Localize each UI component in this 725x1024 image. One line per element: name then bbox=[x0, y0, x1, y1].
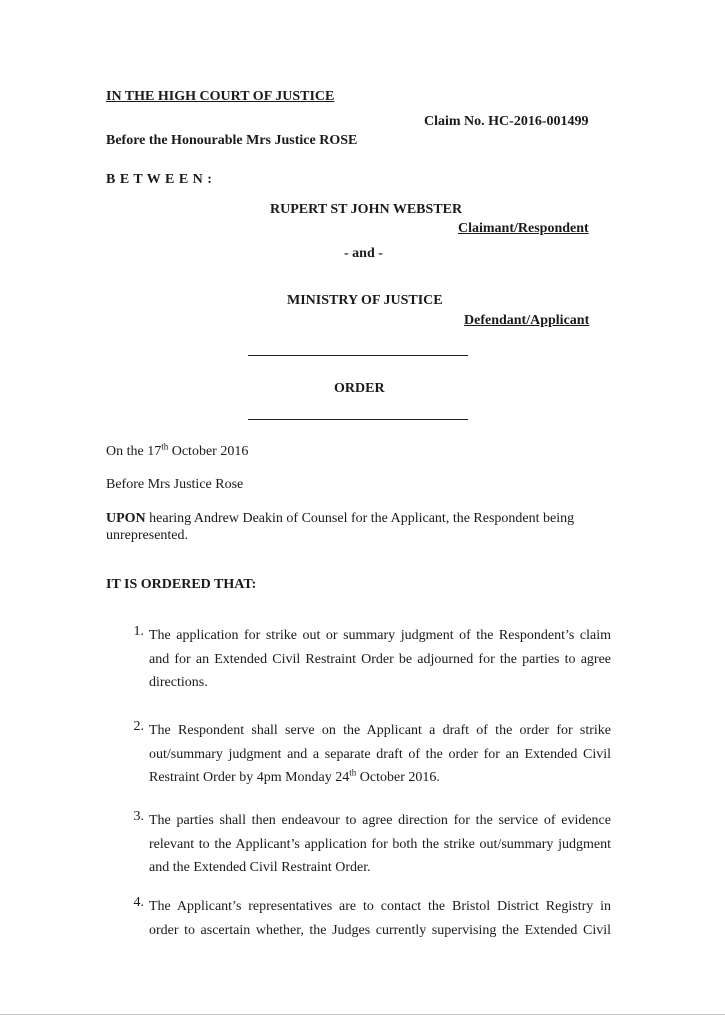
item-line: relevant to the Applicant’s application for both the strike out/summary judgment bbox=[149, 836, 611, 852]
claimant-name: RUPERT ST JOHN WEBSTER bbox=[270, 202, 463, 217]
item-line: The parties shall then endeavour to agree direction for the service of evidence bbox=[149, 813, 611, 828]
between-label: B E T W E E N : bbox=[106, 172, 213, 187]
item-line: and the Extended Civil Restraint Order. bbox=[149, 860, 371, 875]
item-line: and for an Extended Civil Restraint Order be adjourned for the parties to agree bbox=[149, 651, 611, 667]
item-line: directions. bbox=[149, 675, 208, 690]
item-line: out/summary judgment and a separate draft of the order for an Extended Civil bbox=[149, 746, 611, 762]
item-line: The Respondent shall serve on the Applicant a draft of the order for strike bbox=[149, 723, 611, 738]
page-bottom-edge bbox=[0, 1014, 725, 1015]
date-line: On the 17th October 2016 bbox=[106, 441, 249, 459]
claimant-role: Claimant/Respondent bbox=[458, 221, 589, 236]
before-honourable-line: Before the Honourable Mrs Justice ROSE bbox=[106, 133, 358, 148]
item-line: order to ascertain whether, the Judges currently supervising the Extended Civil bbox=[149, 922, 611, 938]
deadline-superscript: th bbox=[349, 767, 357, 778]
order-title: ORDER bbox=[334, 381, 385, 396]
date-superscript: th bbox=[161, 441, 169, 452]
upon-keyword: UPON bbox=[106, 511, 146, 526]
item-number: 4. bbox=[133, 895, 144, 910]
defendant-role: Defendant/Applicant bbox=[464, 313, 590, 328]
item-line: The application for strike out or summary judgment of the Respondent’s claim bbox=[149, 628, 611, 643]
defendant-name: MINISTRY OF JUSTICE bbox=[287, 293, 443, 308]
bottom-rule-order bbox=[248, 419, 468, 420]
upon-paragraph: UPON hearing Andrew Deakin of Counsel for the Applicant, the Respondent being unrepresented. bbox=[106, 511, 575, 543]
item-line: The Applicant’s representatives are to contact the Bristol District Registry in bbox=[149, 899, 611, 914]
item-number: 1. bbox=[133, 624, 144, 639]
item-number: 2. bbox=[133, 719, 144, 734]
and-separator: - and - bbox=[344, 246, 383, 261]
item-line: Restraint Order by 4pm Monday 24th October 2016. bbox=[149, 767, 440, 785]
court-heading: IN THE HIGH COURT OF JUSTICE bbox=[106, 89, 335, 104]
top-rule bbox=[248, 355, 468, 356]
before-judge-line: Before Mrs Justice Rose bbox=[106, 477, 244, 492]
item-number: 3. bbox=[133, 809, 144, 824]
claim-number: Claim No. HC-2016-001499 bbox=[424, 114, 589, 129]
ordered-heading: IT IS ORDERED THAT: bbox=[106, 577, 257, 592]
